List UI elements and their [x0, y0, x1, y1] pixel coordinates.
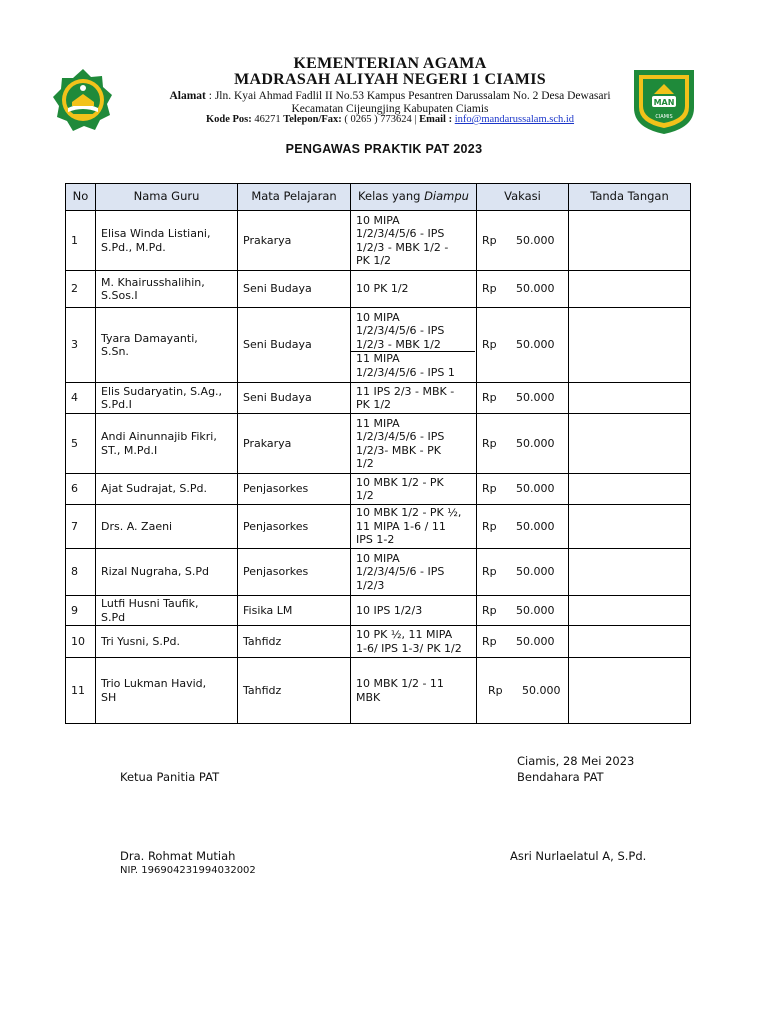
kelas-line: PK 1/2	[356, 398, 392, 411]
cell-no: 4	[66, 383, 96, 414]
cell-signature[interactable]	[569, 474, 691, 505]
table-row	[66, 626, 691, 658]
cell-signature[interactable]	[569, 626, 691, 658]
header-nama-guru: Nama Guru	[96, 184, 238, 211]
table-row	[66, 474, 691, 505]
cell-vakasi	[477, 414, 569, 474]
vakasi-amount: 50.000	[516, 282, 555, 296]
cell-no: 8	[66, 549, 96, 596]
vakasi-amount: 50.000	[516, 338, 555, 352]
kelas-line: 1/2/3	[356, 578, 385, 592]
nama-line: S.Pd.I	[101, 398, 132, 411]
cell-signature[interactable]	[569, 596, 691, 626]
cell-signature[interactable]	[569, 308, 691, 383]
table-row	[66, 271, 691, 308]
ministry-name: KEMENTERIAN AGAMA	[293, 55, 487, 72]
header-vakasi: Vakasi	[477, 184, 569, 211]
kelas-line: 11 MIPA 1-6 / 11	[356, 519, 446, 533]
cell-no: 5	[66, 414, 96, 474]
postal-label: Kode Pos:	[205, 114, 252, 125]
table-row	[66, 658, 691, 724]
cell-mapel: Tahfidz	[238, 626, 351, 658]
cell-nama	[96, 383, 238, 414]
header-kelas	[351, 184, 477, 211]
header-mata-pelajaran: Mata Pelajaran	[238, 184, 351, 211]
currency-label: Rp	[482, 282, 497, 296]
vakasi-amount: 50.000	[516, 519, 555, 533]
nama-line: Andi Ainunnajib Fikri,	[101, 430, 217, 443]
kelas-line: 10 PK ½, 11 MIPA	[356, 628, 453, 641]
kelas-line: 1/2	[356, 457, 374, 470]
kelas-line: 10 MIPA	[356, 551, 400, 565]
vakasi-amount: 50.000	[516, 436, 555, 450]
contact-line	[100, 114, 680, 125]
kelas-line: 10 MIPA	[356, 213, 400, 227]
cell-nama	[96, 626, 238, 658]
kelas-block-10	[350, 311, 475, 353]
cell-vakasi	[477, 271, 569, 308]
cell-signature[interactable]	[569, 211, 691, 271]
kelas-line: 1/2	[356, 489, 374, 502]
cell-signature[interactable]	[569, 549, 691, 596]
cell-nama	[96, 505, 238, 549]
logo-ciamis-text: CIAMIS	[655, 114, 673, 120]
nama-line: Rizal Nugraha, S.Pd	[101, 565, 210, 579]
cell-mapel: Prakarya	[238, 211, 351, 271]
table-row	[66, 549, 691, 596]
cell-mapel: Penjasorkes	[238, 474, 351, 505]
cell-vakasi	[477, 626, 569, 658]
header-tanda-tangan: Tanda Tangan	[569, 184, 691, 211]
currency-label: Rp	[482, 565, 497, 579]
cell-kelas	[351, 383, 477, 414]
cell-nama	[96, 474, 238, 505]
kelas-line: 1/2/3/4/5/6 - IPS	[356, 565, 445, 579]
cell-kelas	[351, 211, 477, 271]
place-date: Ciamis, 28 Mei 2023	[517, 754, 635, 768]
supervisor-table	[65, 183, 691, 724]
cell-kelas	[351, 626, 477, 658]
cell-no: 11	[66, 658, 96, 724]
currency-label: Rp	[482, 233, 497, 247]
cell-kelas	[351, 505, 477, 549]
cell-vakasi	[477, 383, 569, 414]
cell-kelas	[351, 474, 477, 505]
cell-kelas	[351, 596, 477, 626]
table-row	[66, 383, 691, 414]
cell-signature[interactable]	[569, 414, 691, 474]
header-no: No	[66, 184, 96, 211]
document-title: PENGAWAS PRAKTIK PAT 2023	[285, 142, 483, 156]
kelas-line: 10 IPS 1/2/3	[356, 603, 423, 617]
kelas-line: 1/2/3 - MBK 1/2 -	[356, 240, 449, 254]
table-row	[66, 505, 691, 549]
logo-man-text: MAN	[653, 98, 675, 107]
cell-mapel: Tahfidz	[238, 658, 351, 724]
cell-kelas	[351, 549, 477, 596]
cell-no: 1	[66, 211, 96, 271]
cell-nama	[96, 308, 238, 383]
postal-code: 46271	[251, 114, 284, 125]
currency-label: Rp	[482, 338, 497, 352]
cell-vakasi	[477, 658, 569, 724]
phone-value: ( 0265 ) 773624 |	[341, 114, 420, 125]
vakasi-amount: 50.000	[516, 603, 555, 617]
cell-kelas	[351, 658, 477, 724]
cell-signature[interactable]	[569, 658, 691, 724]
cell-vakasi	[477, 505, 569, 549]
cell-mapel: Fisika LM	[238, 596, 351, 626]
vakasi-amount: 50.000	[516, 391, 555, 405]
nama-line: SH	[101, 690, 117, 704]
kelas-line: 1/2/3- MBK - PK	[356, 443, 441, 457]
address-text: : Jln. Kyai Ahmad Fadlil II No.53 Kampus Pesantren Darussalam No. 2 Desa Dewasari	[205, 90, 611, 102]
currency-label: Rp	[482, 603, 497, 617]
kelas-line: 1/2/3/4/5/6 - IPS	[356, 324, 445, 338]
cell-signature[interactable]	[569, 271, 691, 308]
right-signatory-role: Bendahara PAT	[517, 770, 604, 784]
cell-signature[interactable]	[569, 505, 691, 549]
vakasi-amount: 50.000	[516, 233, 555, 247]
kelas-line: 1-6/ IPS 1-3/ PK 1/2	[356, 641, 462, 655]
cell-no: 10	[66, 626, 96, 658]
cell-no: 9	[66, 596, 96, 626]
cell-mapel: Seni Budaya	[238, 383, 351, 414]
email-label: Email :	[419, 114, 453, 125]
table-row	[66, 308, 691, 383]
kelas-line: 1/2/3/4/5/6 - IPS	[356, 430, 445, 443]
kelas-line: 11 IPS 2/3 - MBK -	[356, 384, 455, 398]
district-line: Kecamatan Cijeungjing Kabupaten Ciamis	[291, 103, 489, 115]
kelas-line: 11 MIPA	[356, 416, 400, 430]
nama-line: S.Sos.I	[101, 289, 138, 302]
kelas-line: 1/2/3/4/5/6 - IPS 1	[356, 365, 455, 379]
nama-line: Trio Lukman Havid,	[101, 677, 207, 690]
nama-line: S.Sn.	[101, 345, 129, 358]
kelas-line: 10 MBK 1/2 - PK	[356, 475, 444, 489]
table-row	[66, 211, 691, 271]
nama-line: Lutfi Husni Taufik,	[101, 597, 199, 610]
cell-nama	[96, 414, 238, 474]
kelas-line: IPS 1-2	[356, 533, 395, 547]
cell-kelas	[351, 308, 477, 383]
left-signatory-name: Dra. Rohmat Mutiah	[120, 849, 236, 863]
kelas-block-11	[356, 352, 471, 379]
kelas-line: MBK	[356, 690, 381, 704]
cell-vakasi	[477, 211, 569, 271]
kelas-line: 10 MIPA	[356, 310, 400, 324]
cell-kelas	[351, 271, 477, 308]
nama-line: Ajat Sudrajat, S.Pd.	[101, 482, 208, 496]
cell-no: 2	[66, 271, 96, 308]
currency-label: Rp	[488, 683, 503, 697]
table-header-row	[66, 184, 691, 211]
address-label: Alamat	[169, 90, 206, 102]
vakasi-amount: 50.000	[516, 634, 555, 648]
nama-line: ST., M.Pd.I	[101, 443, 158, 457]
nama-line: S.Pd., M.Pd.	[101, 240, 166, 254]
header-kelas-prefix: Kelas yang	[358, 189, 425, 204]
cell-vakasi	[477, 308, 569, 383]
nama-line: Elis Sudaryatin, S.Ag.,	[101, 384, 223, 398]
cell-mapel: Prakarya	[238, 414, 351, 474]
man-ciamis-logo	[630, 66, 698, 136]
kelas-line: 1/2/3 - MBK 1/2	[356, 337, 441, 351]
kelas-line: PK 1/2	[356, 254, 392, 267]
cell-kelas	[351, 414, 477, 474]
cell-signature[interactable]	[569, 383, 691, 414]
cell-nama	[96, 271, 238, 308]
currency-label: Rp	[482, 391, 497, 405]
currency-label: Rp	[482, 436, 497, 450]
cell-mapel: Seni Budaya	[238, 308, 351, 383]
cell-vakasi	[477, 474, 569, 505]
vakasi-amount: 50.000	[522, 683, 561, 697]
cell-nama	[96, 211, 238, 271]
table-row	[66, 596, 691, 626]
left-signatory-nip: NIP. 196904231994032002	[120, 865, 256, 876]
currency-label: Rp	[482, 634, 497, 648]
cell-no: 7	[66, 505, 96, 549]
right-signatory-name: Asri Nurlaelatul A, S.Pd.	[510, 849, 647, 863]
cell-no: 6	[66, 474, 96, 505]
cell-vakasi	[477, 549, 569, 596]
cell-vakasi	[477, 596, 569, 626]
kelas-line: 10 MBK 1/2 - 11	[356, 677, 444, 690]
cell-nama	[96, 596, 238, 626]
left-signatory-role: Ketua Panitia PAT	[120, 770, 220, 784]
nama-line: Drs. A. Zaeni	[101, 519, 173, 533]
cell-mapel: Penjasorkes	[238, 549, 351, 596]
nama-line: Tyara Damayanti,	[101, 331, 198, 345]
currency-label: Rp	[482, 519, 497, 533]
cell-no: 3	[66, 308, 96, 383]
nama-line: Tri Yusni, S.Pd.	[101, 634, 180, 648]
kelas-line: 1/2/3/4/5/6 - IPS	[356, 227, 445, 240]
currency-label: Rp	[482, 482, 497, 496]
cell-mapel: Seni Budaya	[238, 271, 351, 308]
cell-nama	[96, 658, 238, 724]
cell-mapel: Penjasorkes	[238, 505, 351, 549]
kelas-line: 10 PK 1/2	[356, 282, 409, 296]
nama-line: M. Khairusshalihin,	[101, 275, 205, 289]
phone-label: Telepon/Fax:	[283, 114, 342, 125]
header-kelas-italic: Diampu	[424, 189, 469, 204]
table-row	[66, 414, 691, 474]
kelas-line: 10 MBK 1/2 - PK ½,	[356, 506, 462, 520]
vakasi-amount: 50.000	[516, 565, 555, 579]
nama-line: Elisa Winda Listiani,	[101, 227, 211, 240]
cell-nama	[96, 549, 238, 596]
email-link[interactable]: info@mandarussalam.sch.id	[454, 114, 575, 125]
school-name: MADRASAH ALIYAH NEGERI 1 CIAMIS	[234, 71, 546, 88]
nama-line: S.Pd	[101, 610, 126, 624]
letterhead	[0, 50, 768, 130]
kelas-line: 11 MIPA	[356, 352, 400, 366]
letterhead-divider	[0, 130, 768, 136]
address-line	[100, 90, 680, 102]
vakasi-amount: 50.000	[516, 482, 555, 496]
